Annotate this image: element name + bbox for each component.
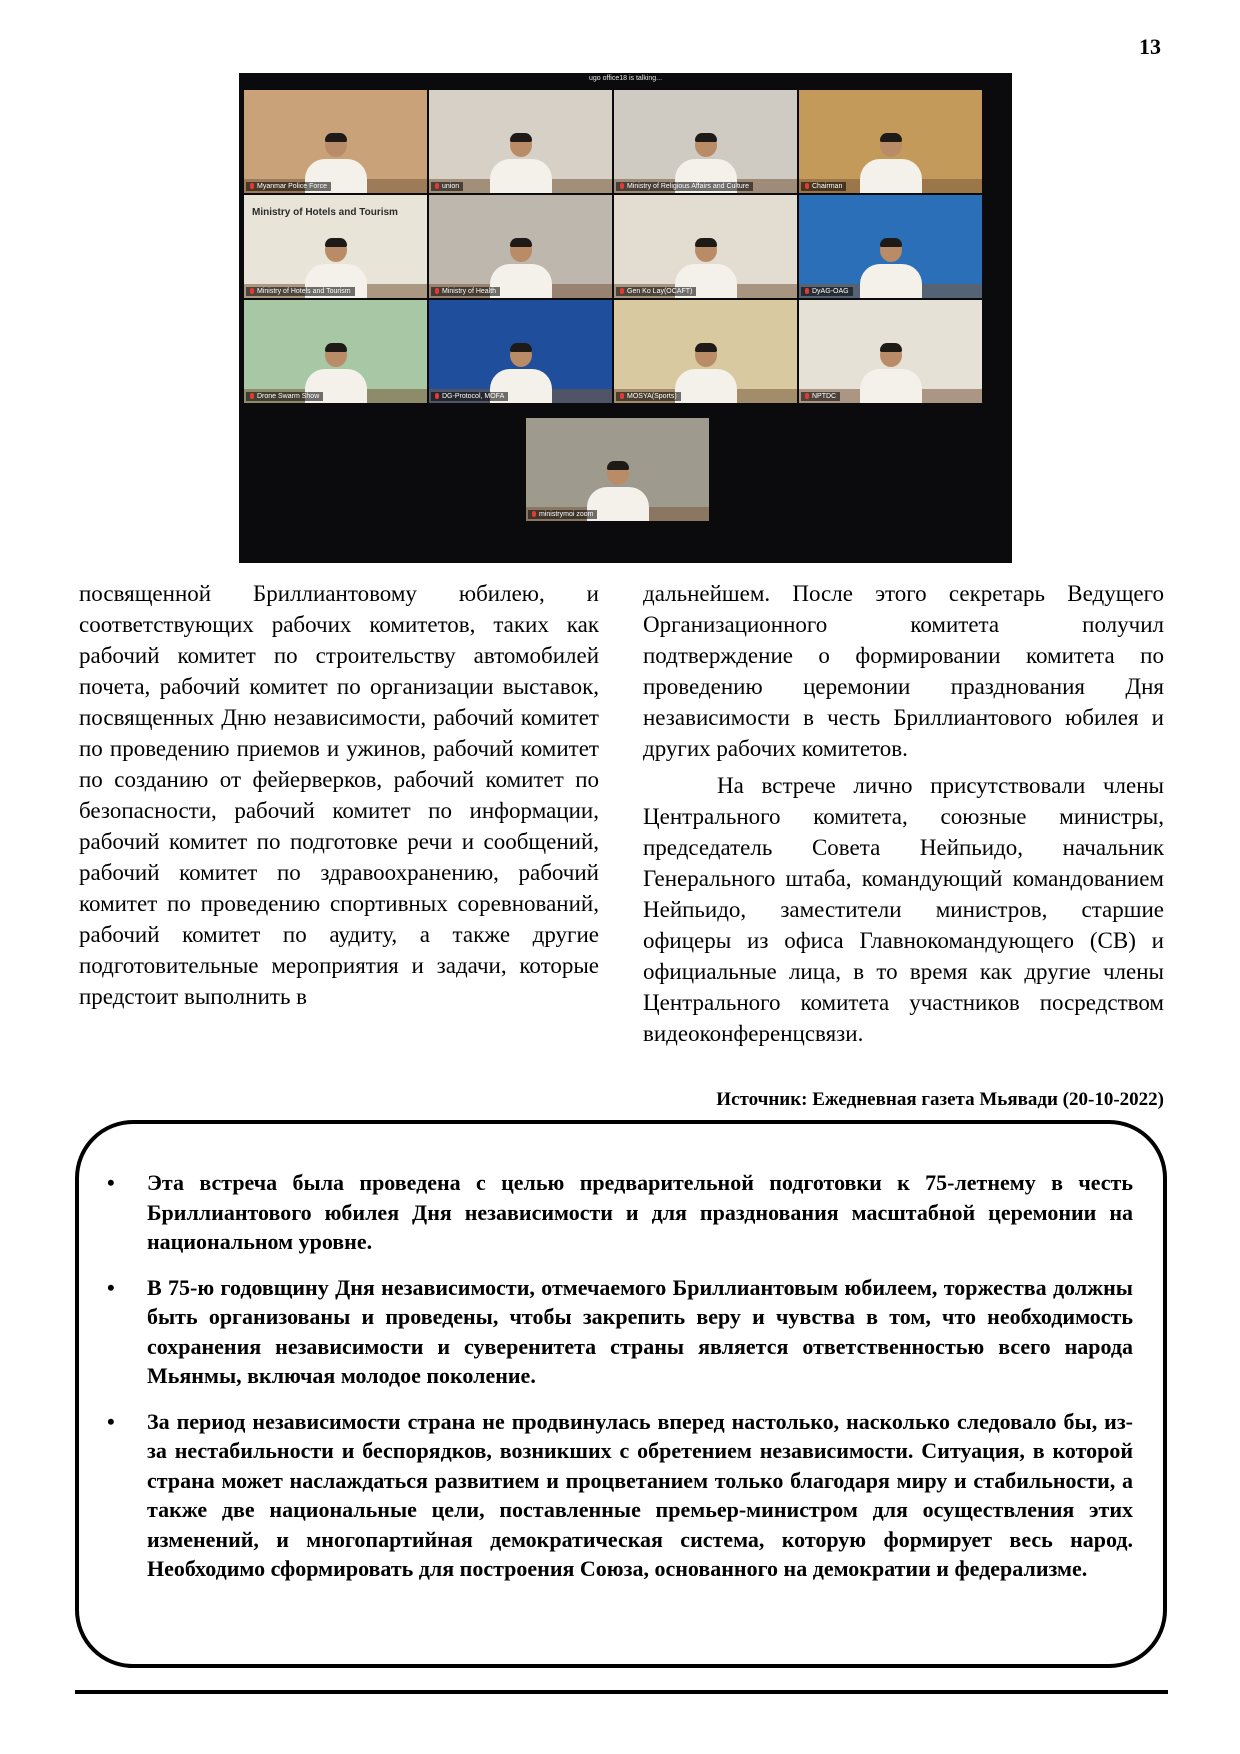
bottom-rule — [75, 1690, 1168, 1694]
participant-name: DG-Protocol, MOFA — [442, 393, 505, 400]
wall-sign: Ministry of Hotels and Tourism — [252, 207, 398, 218]
participant-label — [801, 392, 840, 401]
participant-tile — [799, 300, 982, 403]
participant-figure — [856, 238, 926, 298]
video-conference-photo — [239, 73, 1012, 563]
participant-label — [616, 392, 681, 401]
participant-figure — [856, 343, 926, 403]
participant-tile — [614, 90, 797, 193]
participant-tile — [526, 418, 709, 521]
microphone-icon — [250, 288, 254, 294]
summary-item-text: Эта встреча была проведена с целью предварительной подготовки к 75-летнему в честь Бриллиантового юбилея Дня независимости и для празднования масштабной церемонии на национальном уровне. — [147, 1170, 1133, 1254]
participant-tile — [244, 90, 427, 193]
participant-name: Chairman — [812, 183, 843, 190]
microphone-icon — [805, 393, 809, 399]
participant-figure — [856, 133, 926, 193]
participant-tile — [614, 300, 797, 403]
microphone-icon — [532, 511, 536, 517]
participant-tile — [799, 195, 982, 298]
participant-name: Gen Ko Lay(OCAFT) — [627, 288, 693, 295]
participant-name: Drone Swarm Show — [257, 393, 320, 400]
talking-banner: ugo office18 is talking... — [588, 75, 663, 82]
participant-label — [431, 392, 508, 401]
participant-tile — [429, 90, 612, 193]
microphone-icon — [250, 183, 254, 189]
participant-label — [246, 392, 323, 401]
participant-tile — [244, 300, 427, 403]
participant-label — [246, 182, 331, 191]
participant-name: MOSYA(Sports) — [627, 393, 677, 400]
summary-list — [79, 1124, 1163, 1584]
participant-tile — [429, 195, 612, 298]
participant-name: union — [442, 183, 460, 190]
participant-tile — [244, 195, 427, 298]
bullet-icon: • — [107, 1274, 115, 1300]
microphone-icon — [620, 288, 624, 294]
participant-tile — [614, 195, 797, 298]
participant-label — [528, 510, 597, 519]
participant-figure — [671, 343, 741, 403]
microphone-icon — [435, 183, 439, 189]
participant-name: ministrymoi zoom — [539, 511, 594, 518]
summary-item — [107, 1273, 1133, 1391]
participant-figure — [486, 133, 556, 193]
right-paragraph-1: дальнейшем. После этого секретарь Ведущего Организационного комитета получил подтверждение о формировании комитета по проведению церемонии празднования Дня независимости в честь Бриллиантового юбилея и других рабочих комитетов. — [643, 581, 1164, 761]
participant-label — [431, 287, 500, 296]
source-citation: Источник: Ежедневная газета Мьявади (20-10-2022) — [716, 1089, 1164, 1110]
participant-label — [801, 182, 846, 191]
summary-item — [107, 1168, 1133, 1257]
microphone-icon — [805, 183, 809, 189]
participant-label — [246, 287, 355, 296]
microphone-icon — [620, 393, 624, 399]
bullet-icon: • — [107, 1170, 115, 1195]
participant-name: Ministry of Religious Affairs and Culture — [627, 183, 750, 190]
participant-label — [431, 182, 463, 191]
left-paragraph: посвященной Бриллиантовому юбилею, и соответствующих рабочих комитетов, таких как рабочий комитет по строительству автомобилей почета, рабочий комитет по организации выставок, посвященных Дню независимости, рабочий комитет по проведению приемов и ужинов, рабочий комитет по созданию от фейерверков, рабочий комитет по безопасности, рабочий комитет по информации, рабочий комитет по подготовке речи и сообщений, рабочий комитет по здравоохранению, рабочий комитет по проведению спортивных соревнований, рабочий комитет по аудиту, а также другие подготовительные мероприятия и задачи, которые предстоит выполнить в — [79, 581, 599, 1009]
microphone-icon — [620, 183, 624, 189]
summary-item-text: За период независимости страна не продвинулась вперед настолько, насколько следовало бы, из-за нестабильности и беспорядков, возникших с обретением независимости. Ситуация, в которой страна может наслаждаться развитием и процветанием только благодаря миру и стабильности, а также две национальные цели, поставленные премьер-министром для осуществления этих изменений, и многопартийная демократическая система, которую формирует весь народ. Необходимо сформировать для построения Союза, основанного на демократии и федерализме. — [147, 1408, 1133, 1581]
participant-name: DyAG-OAG — [812, 288, 849, 295]
participant-label — [616, 287, 696, 296]
participant-tile — [429, 300, 612, 403]
participant-name: NPTDC — [812, 393, 837, 400]
bullet-icon: • — [107, 1408, 115, 1434]
participant-label — [616, 182, 753, 191]
participant-label — [801, 287, 853, 296]
summary-item — [107, 1407, 1133, 1584]
right-column — [643, 578, 1164, 1049]
page-number: 13 — [1139, 34, 1161, 59]
microphone-icon — [435, 393, 439, 399]
microphone-icon — [250, 393, 254, 399]
participant-name: Ministry of Hotels and Tourism — [257, 288, 351, 295]
microphone-icon — [435, 288, 439, 294]
microphone-icon — [805, 288, 809, 294]
summary-item-text: В 75-ю годовщину Дня независимости, отмечаемого Бриллиантовым юбилеем, торжества должны быть организованы и проведены, чтобы закрепить веру и чувства в том, что необходимость сохранения независимости и суверенитета страны является ответственностью всего народа Мьянмы, включая молодое поколение. — [147, 1274, 1133, 1388]
participant-name: Myanmar Police Force — [257, 183, 328, 190]
left-column — [79, 578, 599, 1012]
right-paragraph-2: На встрече лично присутствовали члены Центрального комитета, союзные министры, председатель Совета Нейпьидо, начальник Генерального штаба, командующий командованием Нейпьидо, заместители министров, старшие офицеры из офиса Главнокомандующего (СВ) и официальные лица, в то время как другие члены Центрального комитета участников посредством видеоконференцсвязи. — [643, 773, 1164, 1046]
summary-box — [75, 1120, 1167, 1668]
participant-name: Ministry of Health — [442, 288, 497, 295]
participant-tile — [799, 90, 982, 193]
